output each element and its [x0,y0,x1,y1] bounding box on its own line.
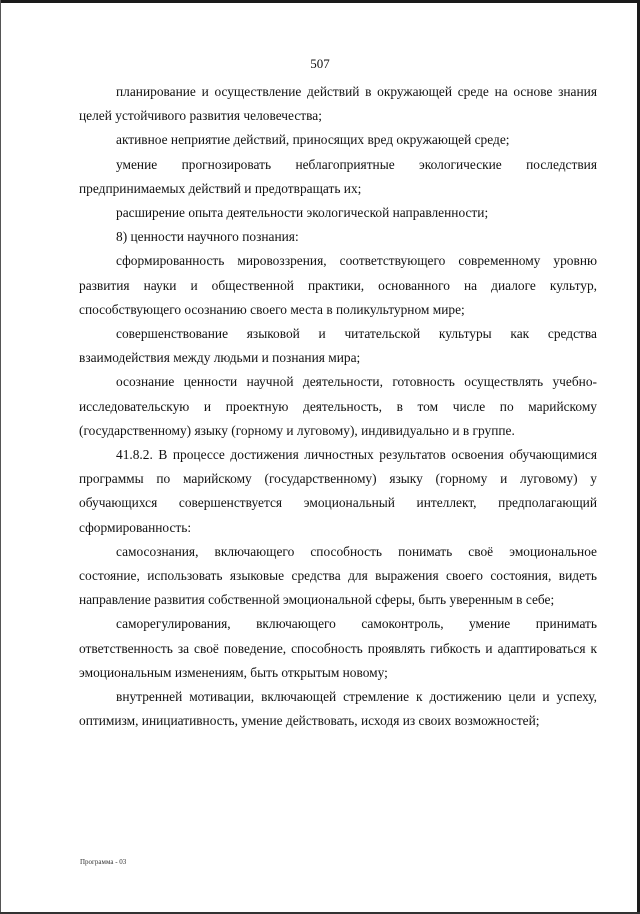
footer-text: Программа - 03 [80,858,127,866]
paragraph: внутренней мотивации, включающей стремление к достижению цели и успеху, оптимизм, инициативность, умение действовать, исходя из своих возможностей; [79,689,597,729]
paragraph: 8) ценности научного познания: [116,229,299,245]
scan-edge-top [0,0,640,3]
paragraph: совершенствование языковой и читательской культуры как средства взаимодействия между людьми и познания мира; [79,326,597,366]
paragraph: расширение опыта деятельности экологической направленности; [116,205,489,221]
paragraph: 41.8.2. В процессе достижения личностных результатов освоения обучающимися программы по марийскому (государственному) языку (горному и луговому) у обучающихся совершенствуется эмоциональный интеллект, предполагающий сформированность: [79,447,597,535]
body-text [79,80,597,733]
paragraph: осознание ценности научной деятельности, готовность осуществлять учебно-исследовательскую и проектную деятельность, в том числе по марийскому (государственному) языку (горному и луговому), индивидуально и в группе. [79,374,597,438]
paragraph: саморегулирования, включающего самоконтроль, умение принимать ответственность за своё поведение, способность проявлять гибкость и адаптироваться к эмоциональным изменениям, быть открытым новому; [79,616,597,680]
paragraph: умение прогнозировать неблагоприятные экологические последствия предпринимаемых действий и предотвращать их; [79,156,597,196]
page-number: 507 [310,56,330,71]
paragraph: сформированность мировоззрения, соответствующего современному уровню развития науки и общественной практики, основанного на диалоге культур, способствующего осознанию своего места в поликультурном мире; [79,253,597,317]
scan-edge-left [0,0,1,914]
paragraph: планирование и осуществление действий в окружающей среде на основе знания целей устойчивого развития человечества; [79,84,597,124]
paragraph: самосознания, включающего способность понимать своё эмоциональное состояние, использовать языковые средства для выражения своего состояния, видеть направление развития собственной эмоциональной сферы, быть уверенным в себе; [79,543,597,608]
paragraph: активное неприятие действий, приносящих вред окружающей среде; [116,132,510,148]
